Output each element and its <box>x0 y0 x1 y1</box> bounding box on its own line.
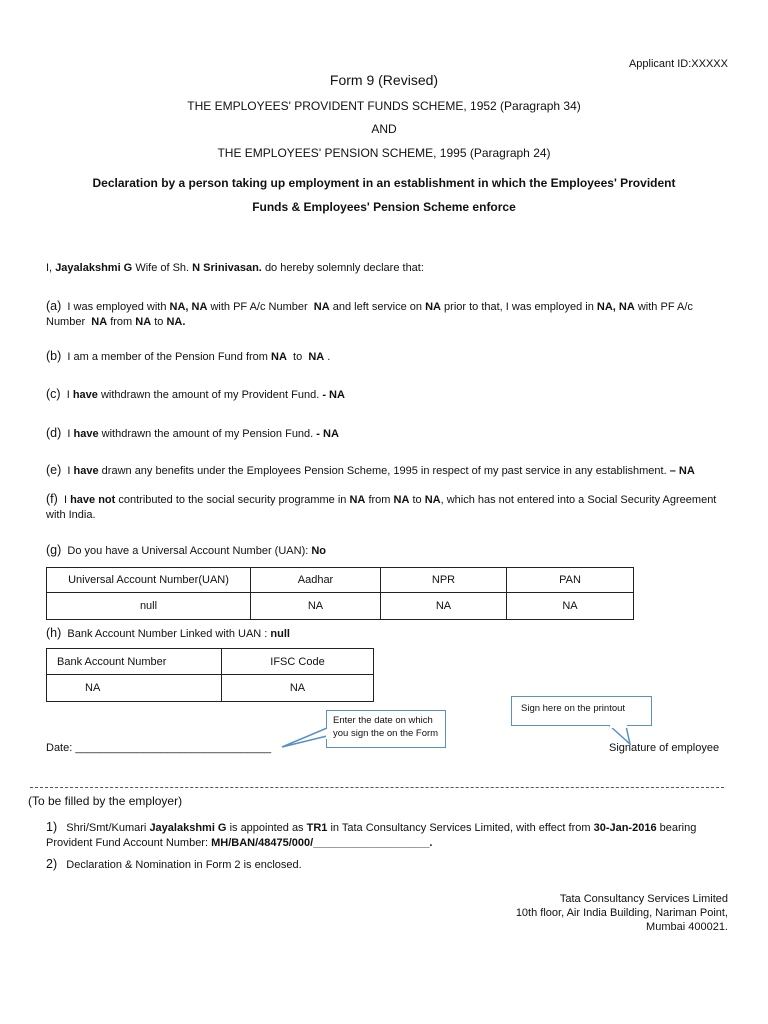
company-name: Tata Consultancy Services Limited <box>559 893 728 905</box>
bank-account-value-cell: NA <box>47 675 222 702</box>
date-field[interactable]: Date: ________________________________ <box>46 742 272 754</box>
employer-item-1: 1) Shri/Smt/Kumari Jayalakshmi G is appointed as TR1 in Tata Consultancy Services Limited, with effect from 30-Jan-2016 bearing Provident Fund Account Number: MH/BAN/48475/000/___________________. <box>46 820 697 849</box>
declaration-line-1: Declaration by a person taking up employment in an establishment in which the Employees' Provident <box>92 176 676 190</box>
callout-join <box>326 729 329 739</box>
employer-item-2: 2) Declaration & Nomination in Form 2 is enclosed. <box>46 857 302 871</box>
declaration-line-2: Funds & Employees' Pension Scheme enforce <box>252 200 516 214</box>
item-c: (c) I have withdrawn the amount of my Provident Fund. - NA <box>46 387 345 401</box>
date-callout-pointer <box>282 728 327 747</box>
item-b: (b) I am a member of the Pension Fund from NA to NA . <box>46 349 331 363</box>
uan-table <box>46 567 634 620</box>
applicant-id: Applicant ID:XXXXX <box>628 58 728 70</box>
pan-header-cell: PAN <box>507 568 634 593</box>
ifsc-header-cell: IFSC Code <box>222 649 374 675</box>
npr-value-cell: NA <box>381 593 507 620</box>
date-callout: Enter the date on which you sign the on the Form <box>326 710 446 748</box>
company-address-line-1: 10th floor, Air India Building, Nariman Point, <box>515 907 728 919</box>
company-address <box>516 892 728 934</box>
item-a: (a) I was employed with NA, NA with PF A/c Number NA and left service on NA prior to that, I was employed in NA, NA with PF A/c Number NA from NA to NA. <box>46 299 693 328</box>
npr-header-cell: NPR <box>381 568 507 593</box>
uan-table-row <box>47 593 634 620</box>
bank-account-header-cell: Bank Account Number <box>47 649 222 675</box>
item-d: (d) I have withdrawn the amount of my Pension Fund. - NA <box>46 426 339 440</box>
item-h: (h) Bank Account Number Linked with UAN : null <box>46 626 290 640</box>
signature-label: Signature of employee <box>609 742 720 754</box>
company-address-line-2: Mumbai 400021. <box>646 921 728 933</box>
ifsc-value-cell: NA <box>222 675 374 702</box>
scheme-and: AND <box>371 122 397 136</box>
uan-table-header-row <box>47 568 634 593</box>
form-title: Form 9 (Revised) <box>329 72 439 88</box>
bank-table-header-row <box>47 649 374 675</box>
section-divider <box>30 787 724 788</box>
uan-value-cell: null <box>47 593 251 620</box>
intro-statement: I, Jayalakshmi G Wife of Sh. N Srinivasan. do hereby solemnly declare that: <box>46 262 424 274</box>
scheme-title-2: THE EMPLOYEES' PENSION SCHEME, 1995 (Paragraph 24) <box>217 146 551 160</box>
item-g: (g) Do you have a Universal Account Number (UAN): No <box>46 543 327 557</box>
aadhar-value-cell: NA <box>251 593 381 620</box>
sign-callout: Sign here on the printout <box>511 696 652 726</box>
aadhar-header-cell: Aadhar <box>251 568 381 593</box>
scheme-title-1: THE EMPLOYEES' PROVIDENT FUNDS SCHEME, 1952 (Paragraph 34) <box>187 99 581 113</box>
item-e: (e) I have drawn any benefits under the Employees Pension Scheme, 1995 in respect of my past service in any establishment. – NA <box>46 463 695 477</box>
uan-header-cell: Universal Account Number(UAN) <box>47 568 251 593</box>
item-f: (f) I have not contributed to the social security programme in NA from NA to NA, which has not entered into a Social Security Agreement with India. <box>46 492 717 521</box>
employer-heading: (To be filled by the employer) <box>28 794 183 808</box>
callout-join-2 <box>610 725 627 728</box>
pan-value-cell: NA <box>507 593 634 620</box>
